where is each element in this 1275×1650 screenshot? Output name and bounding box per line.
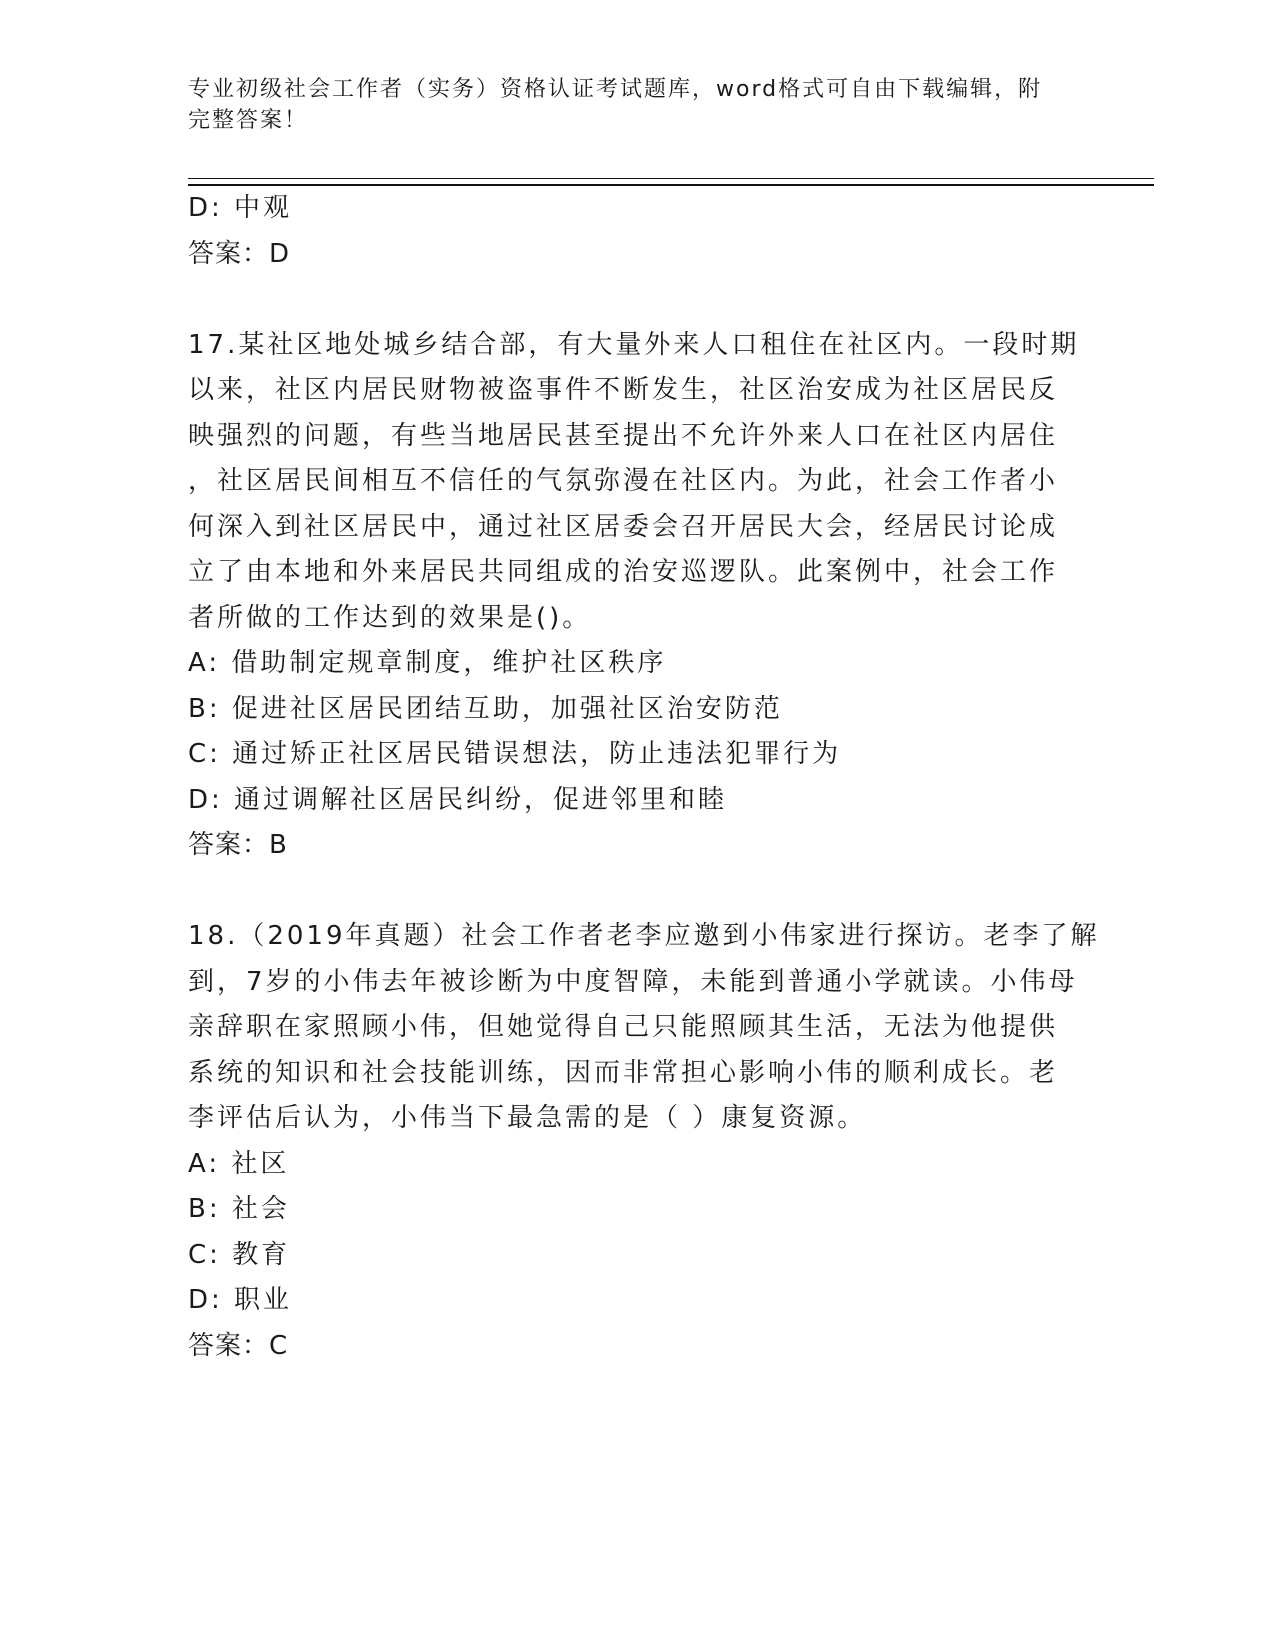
q17-line-6: 立了由本地和外来居民共同组成的治安巡逻队。此案例中，社会工作	[188, 557, 1059, 587]
document-header	[188, 74, 1068, 136]
q18-option-a: A: 社区	[188, 1148, 290, 1179]
document-body	[188, 186, 1100, 1369]
q17-option-a: A: 借助制定规章制度，维护社区秩序	[188, 648, 667, 678]
q18-option-c: C: 教育	[188, 1239, 291, 1270]
q17-line-7: 者所做的工作达到的效果是()。	[188, 602, 592, 633]
q17-line-2: 以来，社区内居民财物被盗事件不断发生，社区治安成为社区居民反	[188, 375, 1059, 405]
q17-line-5: 何深入到社区居民中，通过社区居委会召开居民大会，经居民讨论成	[188, 511, 1059, 542]
q17-option-d: D: 通过调解社区居民纠纷，促进邻里和睦	[188, 784, 728, 815]
spacer	[188, 277, 1088, 323]
q17-line-4: ，社区居民间相互不信任的气氛弥漫在社区内。为此，社会工作者小	[188, 466, 1059, 496]
q18-line-4: 系统的知识和社会技能训练，因而非常担心影响小伟的顺利成长。老	[188, 1057, 1059, 1088]
q18-option-b: B: 社会	[188, 1194, 290, 1224]
header-line-1: 专业初级社会工作者（实务）资格认证考试题库，word格式可自由下载编辑，附	[188, 77, 1043, 102]
q17-line-1: 17.某社区地处城乡结合部，有大量外来人口租住在社区内。一段时期	[188, 329, 1080, 360]
header-line-2: 完整答案！	[188, 108, 309, 133]
q18-answer: 答案：C	[188, 1330, 289, 1361]
prev-option-d: D: 中观	[188, 193, 293, 223]
header-rule-thin	[188, 178, 1154, 179]
q18-line-3: 亲辞职在家照顾小伟，但她觉得自己只能照顾其生活，无法为他提供	[188, 1012, 1059, 1042]
q18-line-1: 18.（2019年真题）社会工作者老李应邀到小伟家进行探访。老李了解	[188, 921, 1100, 951]
question-18	[188, 914, 1100, 1142]
q18-line-5: 李评估后认为，小伟当下最急需的是（ ）康复资源。	[188, 1103, 867, 1133]
q17-option-c: C: 通过矫正社区居民错误想法，防止违法犯罪行为	[188, 739, 842, 769]
prev-answer: 答案：D	[188, 238, 291, 269]
question-17	[188, 323, 1088, 642]
q17-option-b: B: 促进社区居民团结互助，加强社区治安防范	[188, 693, 783, 724]
q17-line-3: 映强烈的问题，有些当地居民甚至提出不允许外来人口在社区内居住	[188, 420, 1059, 451]
spacer	[188, 869, 1088, 915]
q18-option-d: D: 职业	[188, 1285, 293, 1315]
q17-answer: 答案：B	[188, 830, 288, 860]
q18-line-2: 到，7岁的小伟去年被诊断为中度智障，未能到普通小学就读。小伟母	[188, 966, 1078, 997]
